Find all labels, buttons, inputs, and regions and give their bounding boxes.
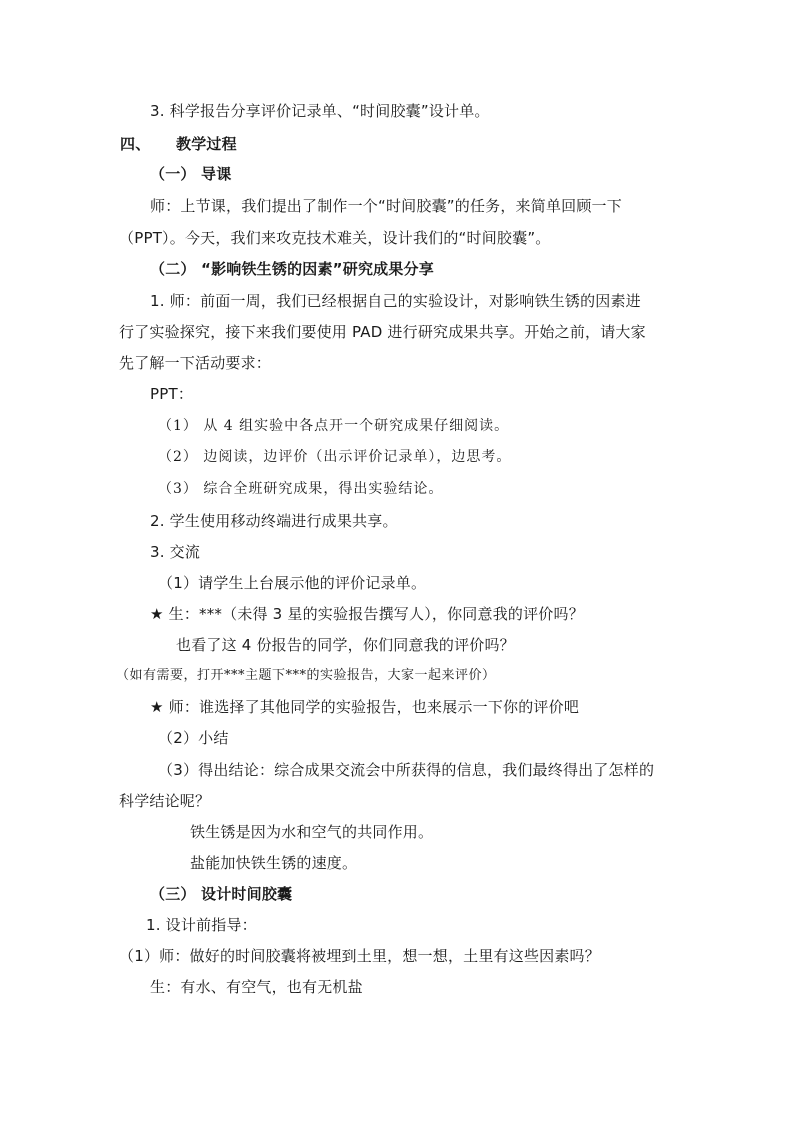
conclusion-2: 盐能加快铁生锈的速度。 (190, 854, 358, 872)
paragraph-line: 行了实验探究，接下来我们要使用 PAD 进行研究成果共享。开始之前，请大家 (119, 323, 646, 341)
paragraph-line: 先了解一下活动要求： (119, 354, 272, 372)
dialogue-teacher: ★ 师：谁选择了其他同学的实验报告，也来展示一下你的评价吧 (150, 698, 580, 716)
conclusion-1: 铁生锈是因为水和空气的共同作用。 (190, 823, 434, 841)
ppt-label: PPT： (150, 385, 194, 403)
step-3: 3. 交流 (150, 543, 201, 561)
step-3-item-3: （3）得出结论：综合成果交流会中所获得的信息，我们最终得出了怎样的 (158, 761, 655, 779)
step-3-item-1: （1）请学生上台展示他的评价记录单。 (158, 574, 427, 592)
step-3-item-2: （2）小结 (158, 729, 229, 747)
subsection-heading-research-sharing: （二） “影响铁生锈的因素”研究成果分享 (150, 260, 434, 278)
paragraph-line: （PPT）。今天，我们来攻克技术难关，设计我们的“时间胶囊”。 (119, 229, 551, 247)
subsection-heading-intro: （一） 导课 (150, 165, 232, 183)
dialogue-student-cont: 也看了这 4 份报告的同学，你们同意我的评价吗？ (176, 636, 515, 654)
student-answer: 生：有水、有空气，也有无机盐 (150, 978, 363, 996)
dialogue-student: ★ 生：***（未得 3 星的实验报告撰写人），你同意我的评价吗？ (150, 605, 584, 623)
ppt-requirement-2: （2） 边阅读，边评价（出示评价记录单），边思考。 (158, 449, 512, 465)
paragraph-line: 师：上节课，我们提出了制作一个“时间胶囊”的任务，来简单回顾一下 (150, 197, 622, 215)
note-optional: （如有需要，打开***主题下***的实验报告，大家一起来评价） (116, 668, 496, 683)
subsection-heading-design-capsule: （三） 设计时间胶囊 (150, 885, 293, 903)
paragraph-line: 1. 师：前面一周，我们已经根据自己的实验设计，对影响铁生锈的因素进 (150, 292, 641, 310)
design-step-1: 1. 设计前指导： (146, 916, 257, 934)
section-number-4: 四、 (120, 135, 151, 153)
design-step-1-item-1: （1）师：做好的时间胶囊将被埋到土里，想一想，土里有这些因素吗？ (119, 947, 600, 965)
materials-item-3: 3. 科学报告分享评价记录单、“时间胶囊”设计单。 (150, 102, 490, 120)
paragraph-line: 科学结论呢？ (119, 792, 211, 810)
step-2: 2. 学生使用移动终端进行成果共享。 (150, 512, 398, 530)
ppt-requirement-1: （1） 从 4 组实验中各点开一个研究成果仔细阅读。 (158, 418, 510, 434)
section-heading-teaching-process: 教学过程 (176, 135, 237, 153)
ppt-requirement-3: （3） 综合全班研究成果，得出实验结论。 (158, 481, 444, 497)
